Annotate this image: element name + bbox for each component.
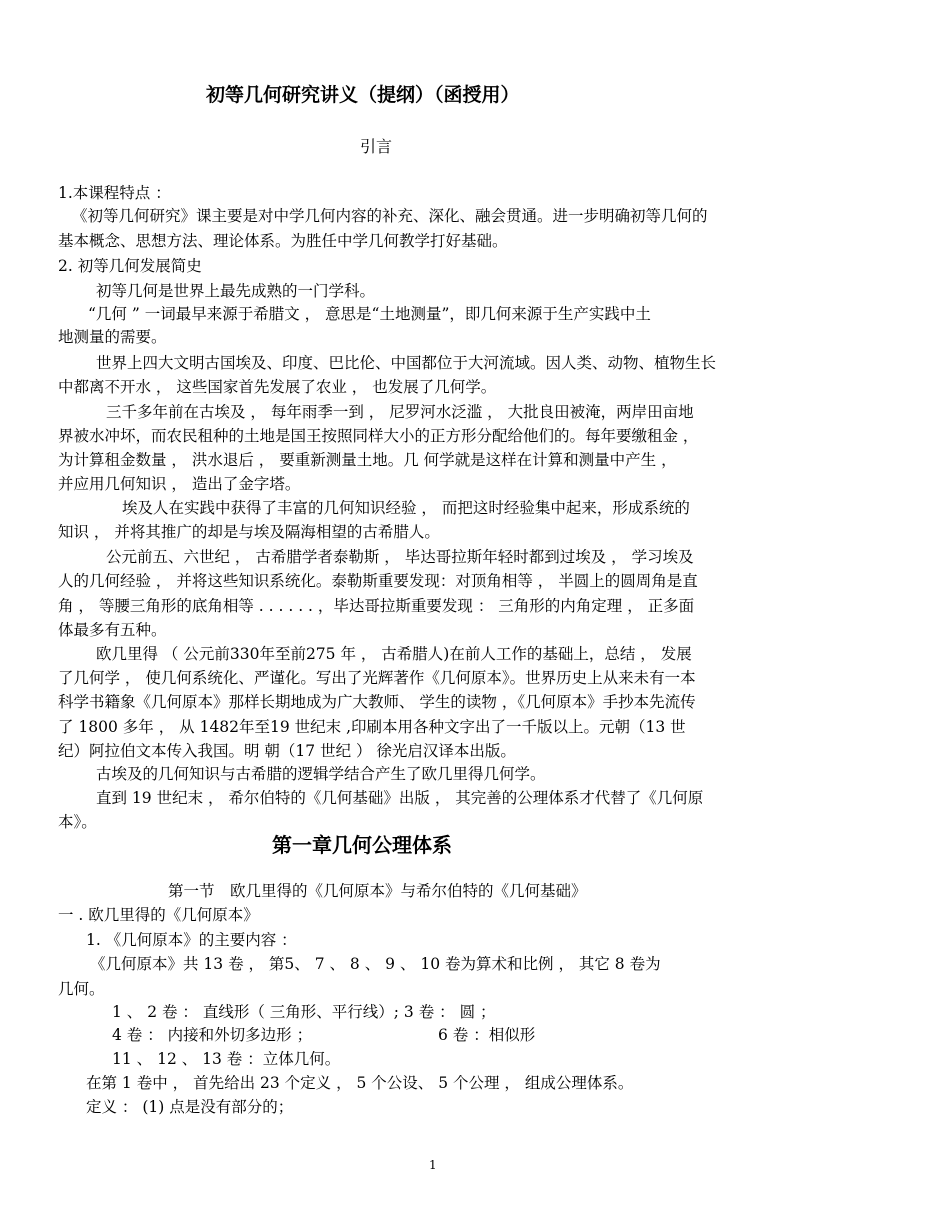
body-line: 1 、 2 卷 ： 直线形（ 三角形、平行线）; 3 卷 ： 圆 ； [112, 1003, 496, 1021]
chapter-title: 第一章几何公理体系 [272, 833, 452, 857]
section-title: 第一节 欧几里得的《几何原本》与希尔伯特的《几何基础》 [168, 882, 587, 900]
body-line: 人的几何经验 ， 并将这些知识系统化。泰勒斯重要发现：对顶角相等 ， 半圆上的圆周角是直 [58, 572, 698, 590]
body-line: 《几何原本》共 13 卷 ， 第5、 7 、 8 、 9 、 10 卷为算术和比例 ， 其它 8 卷为 [90, 955, 661, 973]
body-line: 古埃及的几何知识与古希腊的逻辑学结合产生了欧几里得几何学。 [96, 765, 546, 783]
page-number: 1 [429, 1158, 437, 1172]
body-line: 几何。 [58, 980, 105, 998]
body-line: 4 卷 ： 内接和外切多边形 ； [112, 1026, 313, 1044]
body-line: 角 ， 等腰三角形的底角相等 . . . . . . ，毕达哥拉斯重要发现 ： 三角形的内角定理 ， 正多面 [58, 597, 695, 615]
body-line: 欧几里得 （ 公元前330年至前275 年 ， 古希腊人)在前人工作的基础上，总结 ， 发展 [96, 645, 692, 663]
body-line: 6 卷 ：相似形 [438, 1026, 536, 1044]
body-line: 界被水冲坏，而农民租种的土地是国王按照同样大小的正方形分配给他们的。每年要缴租金 ， [58, 427, 699, 445]
body-line: 1.本课程特点 ： [58, 184, 171, 202]
body-line: 2. 初等几何发展简史 [58, 257, 202, 275]
body-line: 三千多年前在古埃及 ， 每年雨季一到 ， 尼罗河水泛滥 ， 大批良田被淹，两岸田亩地 [106, 403, 694, 421]
body-line: 《初等几何研究》课主要是对中学几何内容的补充、深化、融会贯通。进一步明确初等几何的 [72, 207, 708, 225]
body-line: 11 、 12 、 13 卷 ：立体几何。 [112, 1050, 341, 1068]
body-line: 纪）阿拉伯文本传入我国。明 朝（17 世纪 ） 徐光启汉译本出版。 [58, 742, 516, 760]
body-line: 1. 《几何原本》的主要内容 ： [86, 931, 297, 949]
body-line: 一 . 欧几里得的《几何原本》 [58, 906, 259, 924]
body-line: 知识 ， 并将其推广的却是与埃及隔海相望的古希腊人。 [58, 523, 440, 541]
body-line: 公元前五、六世纪 ， 古希腊学者泰勒斯 ， 毕达哥拉斯年轻时都到过埃及 ， 学习埃及 [106, 548, 694, 566]
body-line: 中都离不开水 ， 这些国家首先发展了农业 ， 也发展了几何学。 [58, 378, 497, 396]
body-line: 埃及人在实践中获得了丰富的几何知识经验 ， 而把这时经验集中起来，形成系统的 [122, 499, 690, 517]
body-line: 直到 19 世纪末 ， 希尔伯特的《几何基础》出版 ， 其完善的公理体系才代替了《几何原 [96, 789, 704, 807]
body-line: “几何 ” 一词最早来源于希腊文 ， 意思是“土地测量”，即几何来源于生产实践中土 [88, 305, 651, 323]
body-line: 并应用几何知识 ， 造出了金字塔。 [58, 475, 301, 493]
body-line: 基本概念、思想方法、理论体系。为胜任中学几何教学打好基础。 [58, 232, 508, 250]
body-line: 在第 1 卷中 ， 首先给出 23 个定义 ， 5 个公设、 5 个公理 ， 组成公理体系。 [86, 1074, 634, 1092]
body-line: 了几何学 ， 使几何系统化、严谨化。写出了光辉著作《几何原本》。世界历史上从来未有一本 [58, 669, 696, 687]
body-line: 体最多有五种。 [58, 621, 167, 639]
body-line: 为计算租金数量 ， 洪水退后 ， 要重新测量土地。几 何学就是这样在计算和测量中产生 ， [58, 451, 677, 469]
body-line: 地测量的需要。 [58, 328, 167, 346]
body-line: 初等几何是世界上最先成熟的一门学科。 [96, 282, 376, 300]
intro-heading: 引言 [360, 137, 393, 156]
body-line: 本》。 [58, 813, 97, 831]
document-title: 初等几何研究讲义（提纲）（函授用） [206, 84, 520, 106]
body-line: 了 1800 多年 ， 从 1482年至19 世纪末 ,印刷本用各种文字出了一千版以上。元朝（13 世 [58, 718, 686, 736]
body-line: 世界上四大文明古国埃及、印度、巴比伦、中国都位于大河流域。因人类、动物、植物生长 [96, 354, 717, 372]
body-line: 科学书籍象《几何原本》那样长期地成为广大教师、 学生的读物 ，《几何原本》手抄本先流传 [58, 693, 696, 711]
body-line: 定义 ： (1) 点是没有部分的； [86, 1098, 294, 1116]
